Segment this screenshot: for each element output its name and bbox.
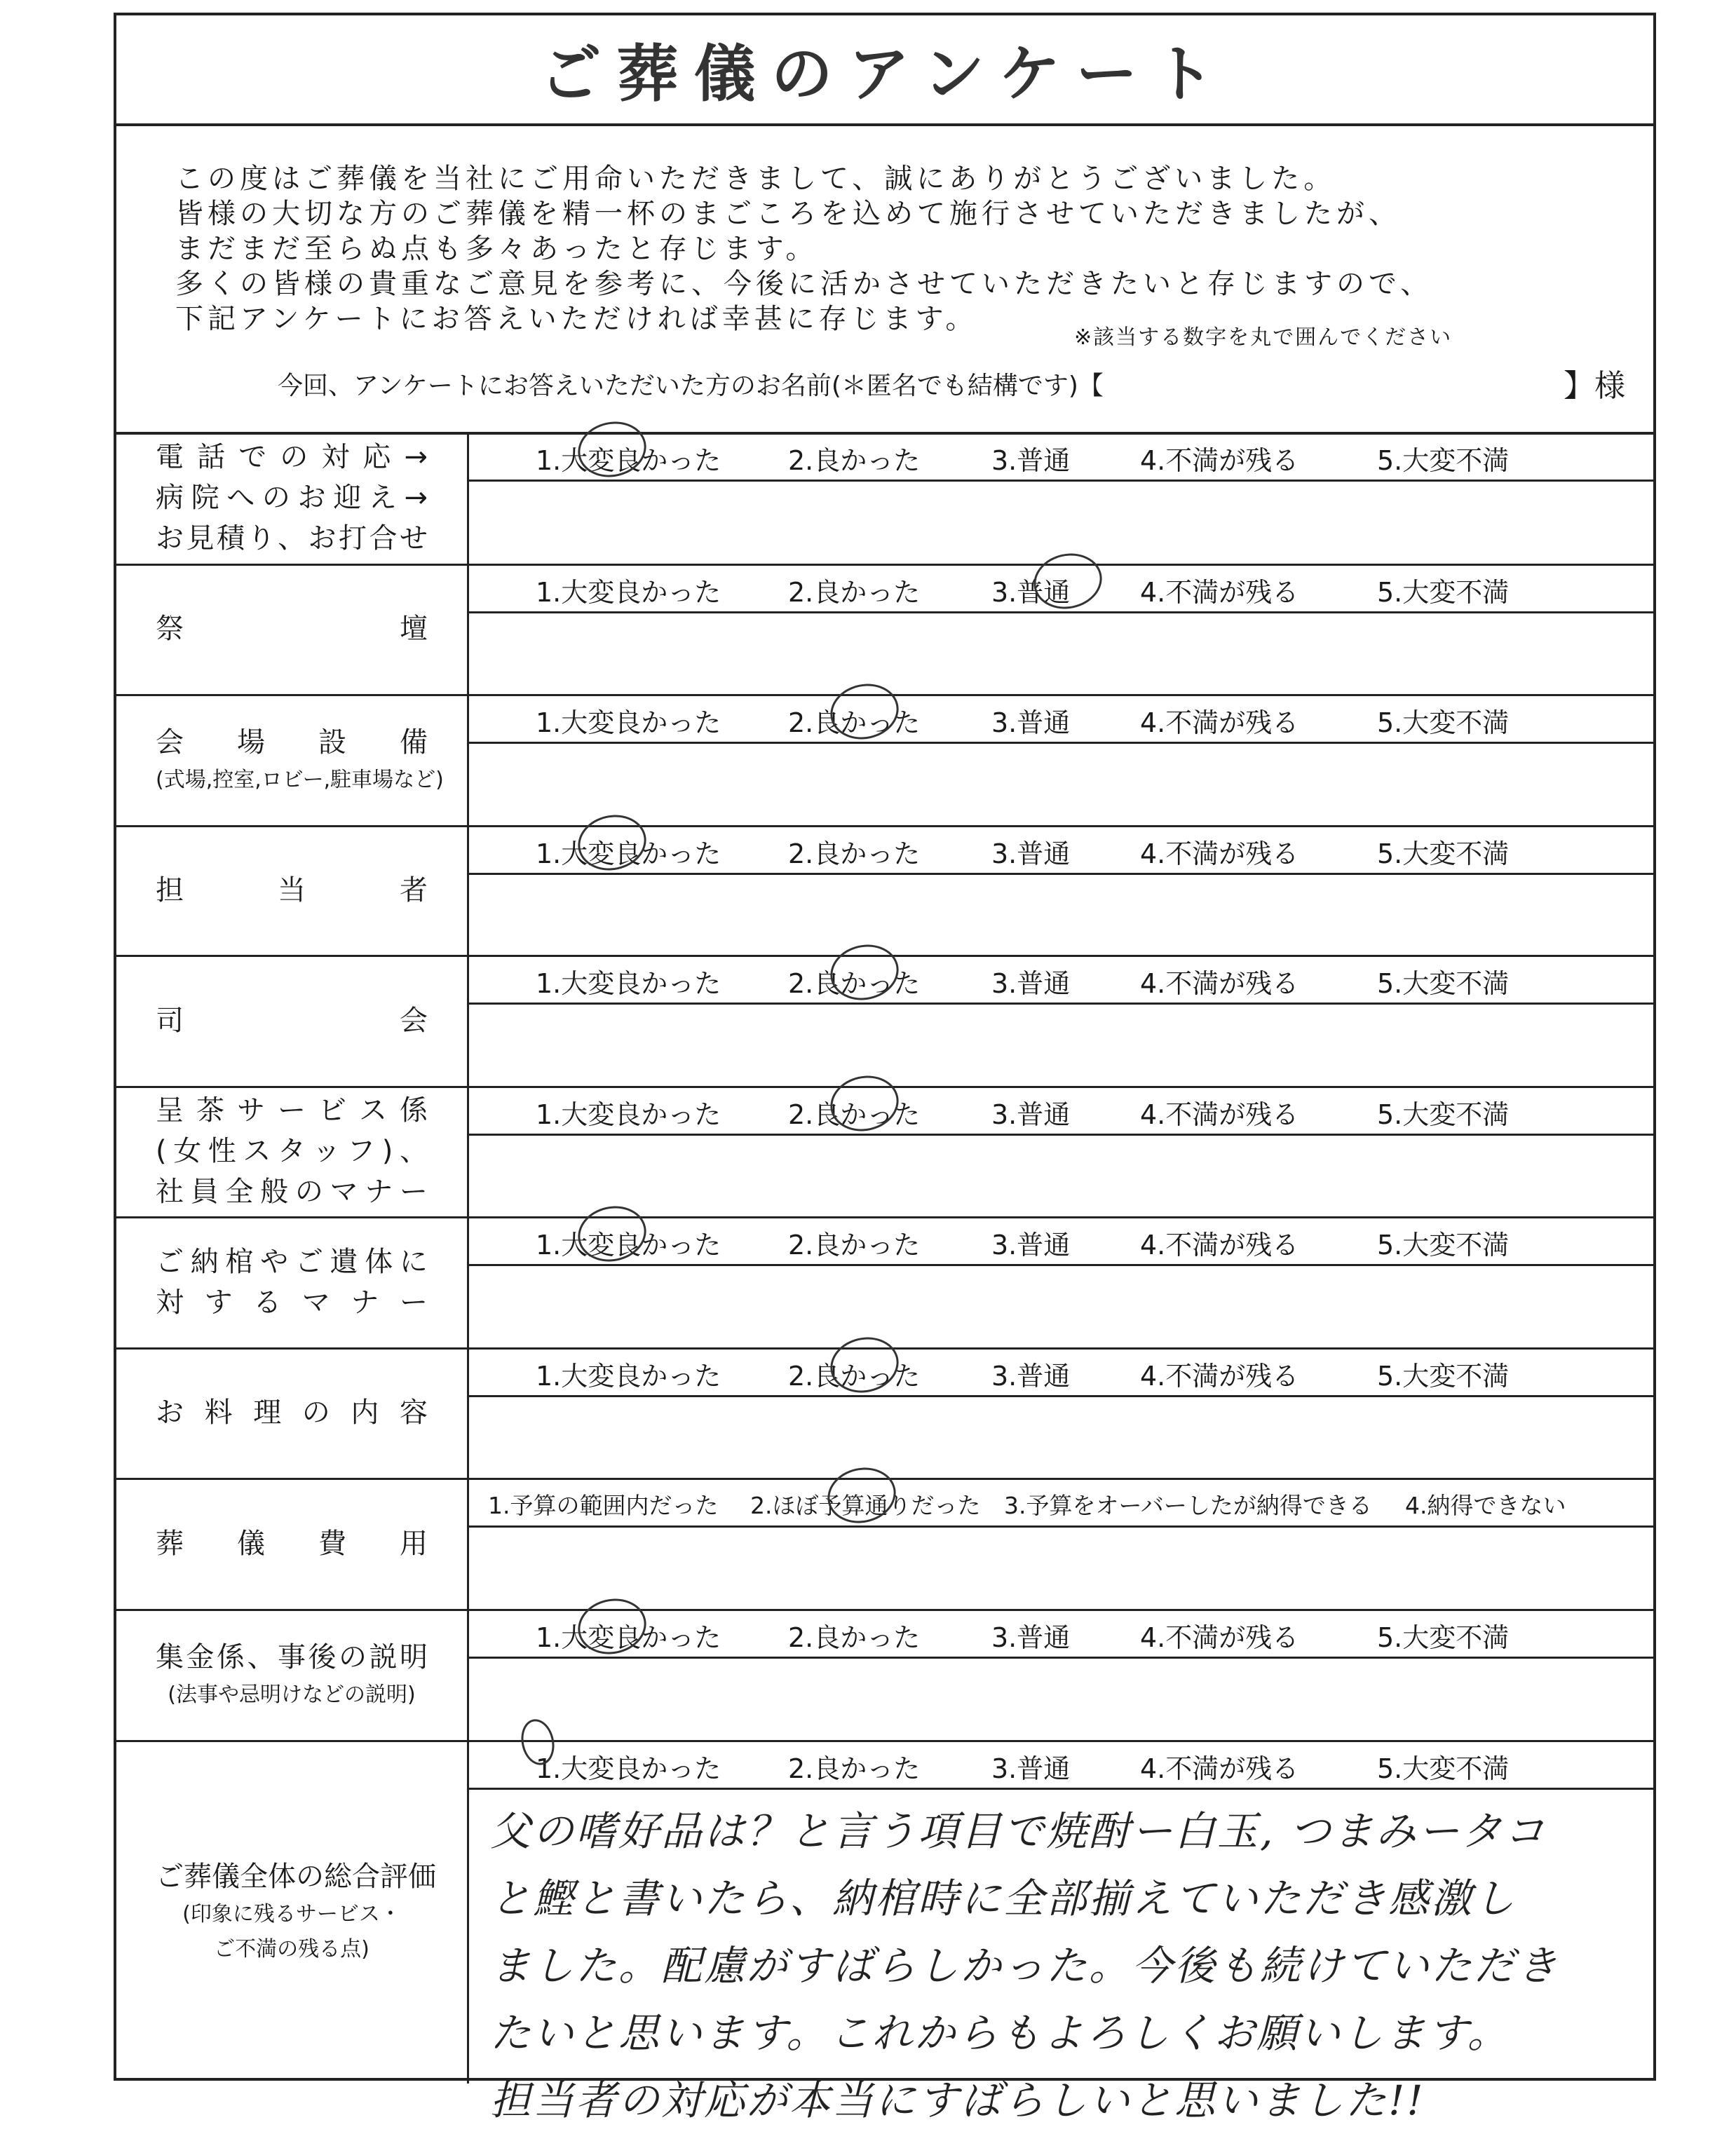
question-label-cell: [116, 1478, 469, 1609]
rating-option-2[interactable]: 2.良かった: [788, 1099, 921, 1130]
rating-option-3[interactable]: 3.普通: [991, 445, 1071, 476]
rating-options: [469, 1216, 1653, 1266]
question-label-char: 係: [217, 1640, 245, 1673]
question-label-char: 迎: [333, 482, 362, 514]
question-label-char: お: [156, 522, 184, 555]
question-row: [116, 1478, 1653, 1611]
question-label-line: [156, 722, 428, 763]
question-label-char: 対: [321, 441, 350, 473]
question-label-char: 全: [225, 1176, 254, 1208]
question-label: [156, 870, 428, 911]
rating-option-1[interactable]: 1.大変良かった: [536, 1099, 721, 1130]
question-label-char: 用: [400, 1527, 428, 1560]
question-label-char: せ: [400, 522, 428, 555]
rating-option-1[interactable]: 1.大変良かった: [536, 1361, 721, 1392]
question-label-char: ご: [294, 1245, 323, 1278]
question-label-cell: [116, 564, 469, 694]
question-label-char: 担: [156, 874, 184, 906]
rating-option-3[interactable]: 3.普通: [991, 838, 1071, 869]
question-label-char: 社: [156, 1176, 184, 1208]
question-label-char: ): [381, 1135, 393, 1167]
title-box: [116, 15, 1653, 126]
question-label-line: [156, 437, 428, 477]
rating-option-1[interactable]: 1.大変良かった: [536, 577, 721, 608]
question-label-line: (印象に残るサービス・: [182, 1902, 401, 1926]
question-label-char: に: [399, 1245, 428, 1278]
rating-option-3[interactable]: 3.予算をオーバーしたが納得できる: [1004, 1492, 1372, 1519]
rating-option-1[interactable]: 1.大変良かった: [536, 707, 721, 738]
question-label-char: 員: [190, 1176, 219, 1208]
question-label-char: 、: [278, 522, 306, 555]
question-label: [156, 1392, 428, 1433]
question-label-char: 呈: [156, 1094, 184, 1127]
question-label-char: で: [238, 441, 267, 473]
question-label-char: え: [368, 482, 397, 514]
question-label-char: 見: [186, 522, 215, 555]
rating-option-4[interactable]: 4.不満が残る: [1140, 1099, 1299, 1130]
question-label-line: [156, 1090, 428, 1131]
question-row: [116, 564, 1653, 696]
question-label: [156, 1523, 428, 1564]
rating-option-4[interactable]: 4.不満が残る: [1140, 1753, 1299, 1784]
handwritten-comment-line: 父の嗜好品は？と言う項目で焼酎ー白玉, つまみータコ: [490, 1807, 1547, 1855]
question-label-char: 性: [208, 1135, 236, 1167]
question-label-char: り: [247, 522, 276, 555]
question-label-char: 般: [260, 1176, 289, 1208]
rating-option-4[interactable]: 4.不満が残る: [1140, 707, 1299, 738]
rating-option-5[interactable]: 5.大変不満: [1377, 1099, 1510, 1130]
question-label-char: る: [253, 1286, 282, 1319]
question-label-char: 容: [399, 1396, 428, 1429]
question-label: [156, 1242, 428, 1323]
question-label-char: 場: [237, 726, 265, 759]
question-row: [116, 1740, 1653, 2124]
question-label-cell: [116, 1740, 469, 2084]
question-label-cell: [116, 1347, 469, 1478]
rating-option-1[interactable]: 1.大変良かった: [536, 838, 721, 869]
question-label-char: 当: [278, 874, 306, 906]
rating-option-5[interactable]: 5.大変不満: [1377, 968, 1510, 999]
rating-option-5[interactable]: 5.大変不満: [1377, 707, 1510, 738]
intro-line: 多くの皆様の貴重なご意見を参考に、今後に活かさせていただきたいと存じますので、: [175, 268, 1433, 300]
question-label-cell: [116, 1216, 469, 1347]
question-label-char: の: [280, 441, 308, 473]
question-label-char: 後: [308, 1640, 337, 1673]
intro-line: 下記アンケートにお答えいただければ幸甚に存じます。: [175, 303, 978, 335]
question-label-line: (法事や忌明けなどの説明): [168, 1682, 416, 1707]
rating-option-2[interactable]: 2.良かった: [788, 1622, 921, 1653]
question-label-char: お: [156, 1396, 184, 1429]
question-label: [156, 609, 428, 649]
rating-option-3[interactable]: 3.普通: [991, 577, 1071, 608]
rating-option-4[interactable]: 4.不満が残る: [1140, 1230, 1299, 1260]
rating-options: [469, 1740, 1653, 1790]
handwritten-comment-line: たいと思います。これからもよろしくお願いします。: [490, 2009, 1510, 2057]
rating-option-3[interactable]: 3.普通: [991, 1099, 1071, 1130]
question-label-char: 体: [365, 1245, 393, 1278]
question-label-char: ビ: [318, 1094, 346, 1127]
question-label-char: →: [404, 441, 428, 473]
question-label: [156, 437, 428, 559]
name-field-suffix: 】様: [1564, 368, 1625, 404]
rating-option-1[interactable]: 1.予算の範囲内だった: [488, 1492, 719, 1519]
question-label-char: 遺: [330, 1245, 358, 1278]
question-label-char: の: [294, 1176, 323, 1208]
question-label-line: [156, 477, 428, 518]
rating-options: [469, 1086, 1653, 1136]
question-label-char: 積: [217, 522, 245, 555]
question-label-line: [156, 1131, 428, 1171]
question-label-char: 理: [253, 1396, 282, 1429]
rating-option-2[interactable]: 2.良かった: [788, 1230, 921, 1260]
question-label-char: 葬: [156, 1527, 184, 1560]
rating-option-4[interactable]: 4.不満が残る: [1140, 445, 1299, 476]
rating-option-3[interactable]: 3.普通: [991, 1622, 1071, 1653]
question-label-char: 内: [351, 1396, 379, 1429]
question-label-line: [156, 518, 428, 559]
rating-option-5[interactable]: 5.大変不満: [1377, 445, 1510, 476]
question-label-char: 設: [318, 726, 346, 759]
rating-option-4[interactable]: 4.不満が残る: [1140, 968, 1299, 999]
question-label-line: [156, 609, 428, 649]
question-label-char: 応: [362, 441, 391, 473]
question-label-cell: [116, 432, 469, 564]
intro-text: [175, 161, 1432, 337]
rating-option-5[interactable]: 5.大変不満: [1377, 1753, 1510, 1784]
instruction-note: ※該当する数字を丸で囲んでください: [1074, 325, 1453, 350]
rating-option-2[interactable]: 2.良かった: [788, 445, 921, 476]
question-label-cell: [116, 955, 469, 1086]
rating-option-3[interactable]: 3.普通: [991, 707, 1071, 738]
rating-option-4[interactable]: 4.不満が残る: [1140, 1622, 1299, 1653]
question-row: [116, 1609, 1653, 1742]
rating-options: [469, 432, 1653, 482]
name-field-label: 今回、アンケートにお答えいただいた方のお名前(＊匿名でも結構です)【: [278, 372, 1104, 400]
question-label: [156, 1637, 428, 1713]
handwritten-comment-line: ました。配慮がすばらしかった。今後も続けていただき: [490, 1942, 1560, 1990]
question-label-char: 電: [156, 441, 184, 473]
rating-option-5[interactable]: 5.大変不満: [1377, 1230, 1510, 1260]
rating-option-3[interactable]: 3.普通: [991, 1361, 1071, 1392]
rating-option-1[interactable]: 1.大変良かった: [536, 1622, 721, 1653]
rating-option-2[interactable]: 2.良かった: [788, 1753, 921, 1784]
question-label-char: 司: [156, 1004, 184, 1037]
question-label-cell: [116, 825, 469, 955]
question-label-char: の: [339, 1640, 367, 1673]
question-label-char: ナ: [351, 1286, 379, 1319]
question-label-char: 儀: [237, 1527, 265, 1560]
rating-option-5[interactable]: 5.大変不満: [1377, 1622, 1510, 1653]
page-title: ご葬儀のアンケート: [539, 38, 1230, 110]
question-label-char: ご: [156, 1245, 184, 1278]
question-label-line: [156, 1171, 428, 1212]
question-row: [116, 1347, 1653, 1480]
question-label-char: ス: [243, 1135, 271, 1167]
question-label-char: タ: [277, 1135, 306, 1167]
rating-option-1[interactable]: 1.大変良かった: [536, 445, 721, 476]
question-label-char: 壇: [400, 613, 428, 645]
question-row: [116, 825, 1653, 957]
rating-option-1[interactable]: 1.大変良かった: [536, 968, 721, 999]
intro-line: 皆様の大切な方のご葬儀を精一杯のまごころを込めて施行させていただきましたが、: [175, 198, 1401, 230]
question-label-char: 金: [186, 1640, 215, 1673]
rating-option-3[interactable]: 3.普通: [991, 1230, 1071, 1260]
question-label-char: 備: [400, 726, 428, 759]
handwritten-comment-line: と鰹と書いたら、納棺時に全部揃えていただき感激し: [490, 1875, 1517, 1922]
question-label-char: 費: [318, 1527, 346, 1560]
question-label-char: 係: [400, 1094, 428, 1127]
question-label-char: ナ: [365, 1176, 393, 1208]
question-label-char: 院: [191, 482, 219, 514]
rating-options: [469, 825, 1653, 875]
question-label-char: 明: [400, 1640, 428, 1673]
question-label-char: 棺: [225, 1245, 254, 1278]
question-label-char: 納: [190, 1245, 219, 1278]
rating-options: [469, 1478, 1653, 1528]
question-row: [116, 1086, 1653, 1218]
question-label-char: 祭: [156, 613, 184, 645]
rating-option-2[interactable]: 2.良かった: [788, 968, 921, 999]
rating-option-2[interactable]: 2.良かった: [788, 838, 921, 869]
question-label-char: や: [260, 1245, 289, 1278]
question-label-char: 、: [247, 1640, 276, 1673]
question-label-char: 説: [369, 1640, 398, 1673]
question-label-char: 会: [156, 726, 184, 759]
question-label-cell: [116, 1086, 469, 1216]
rating-options: [469, 955, 1653, 1005]
rating-option-4[interactable]: 4.納得できない: [1405, 1492, 1566, 1519]
question-label: [156, 1000, 428, 1041]
question-label-char: ス: [359, 1094, 387, 1127]
question-label-char: ー: [399, 1176, 428, 1208]
question-label-char: お: [308, 522, 337, 555]
question-label-char: 事: [278, 1640, 306, 1673]
rating-options: [469, 1347, 1653, 1397]
rating-option-3[interactable]: 3.普通: [991, 1753, 1071, 1784]
question-label-char: ー: [278, 1094, 306, 1127]
question-label-cell: [116, 1609, 469, 1740]
rating-option-1[interactable]: 1.大変良かった: [536, 1753, 721, 1784]
question-label-char: マ: [330, 1176, 358, 1208]
rating-options: [469, 694, 1653, 744]
question-label-char: 茶: [196, 1094, 224, 1127]
intro-line: まだまだ至らぬ点も多々あったと存じます。: [175, 233, 818, 265]
rating-option-5[interactable]: 5.大変不満: [1377, 838, 1510, 869]
question-label-char: す: [204, 1286, 233, 1319]
question-label-char: 打: [339, 522, 367, 555]
question-label-char: 病: [156, 482, 184, 514]
rating-option-2[interactable]: 2.ほぼ予算通りだった: [750, 1492, 981, 1519]
question-label-char: 、: [399, 1135, 428, 1167]
rating-options: [469, 564, 1653, 613]
question-label-line: ご葬儀全体の総合評価: [156, 1861, 436, 1893]
question-label-line: ご不満の残る点): [214, 1937, 369, 1962]
handwritten-comment-line: 担当者の対応が本当にすばらしいと思いました!!: [490, 2077, 1425, 2124]
intro-section: [116, 123, 1653, 435]
rating-option-5[interactable]: 5.大変不満: [1377, 577, 1510, 608]
question-label-char: 会: [400, 1004, 428, 1037]
question-label-char: へ: [226, 482, 255, 514]
rating-option-2[interactable]: 2.良かった: [788, 707, 921, 738]
question-label-char: 者: [400, 874, 428, 906]
question-label-line: [156, 1000, 428, 1041]
question-label-line: [156, 1523, 428, 1564]
question-row: [116, 955, 1653, 1088]
question-label-char: 対: [156, 1286, 184, 1319]
question-label-char: 女: [173, 1135, 202, 1167]
question-label-char: ッ: [312, 1135, 341, 1167]
question-label-char: サ: [237, 1094, 265, 1127]
question-label-char: の: [262, 482, 290, 514]
question-label-char: マ: [301, 1286, 330, 1319]
question-label: [156, 1090, 428, 1212]
intro-line: この度はご葬儀を当社にご用命いただきまして、誠にありがとうございました。: [175, 163, 1336, 195]
question-label-char: フ: [347, 1135, 376, 1167]
rating-option-3[interactable]: 3.普通: [991, 968, 1071, 999]
question-label-char: (: [156, 1135, 167, 1167]
question-label-char: お: [297, 482, 326, 514]
rating-option-4[interactable]: 4.不満が残る: [1140, 838, 1299, 869]
question-label-line: [156, 1242, 428, 1282]
question-label-line: [156, 1282, 428, 1323]
question-label-char: ー: [399, 1286, 428, 1319]
rating-option-4[interactable]: 4.不満が残る: [1140, 577, 1299, 608]
survey-sheet: [114, 13, 1656, 2124]
rating-options: [469, 1609, 1653, 1659]
question-label: [156, 1856, 436, 1967]
question-label-line: (式場,控室,ロビー,駐車場など): [156, 767, 444, 792]
question-label-char: 料: [204, 1396, 233, 1429]
question-label-cell: [116, 694, 469, 825]
question-row: [116, 432, 1653, 566]
question-label-char: 話: [197, 441, 226, 473]
question-label-line: [156, 1392, 428, 1433]
rating-option-2[interactable]: 2.良かった: [788, 1361, 921, 1392]
overall-comment: [469, 1788, 1653, 2124]
question-label: [156, 722, 444, 798]
question-row: [116, 694, 1653, 827]
question-label-line: [156, 870, 428, 911]
rating-option-4[interactable]: 4.不満が残る: [1140, 1361, 1299, 1392]
rating-option-5[interactable]: 5.大変不満: [1377, 1361, 1510, 1392]
question-label-char: 合: [369, 522, 398, 555]
rating-option-2[interactable]: 2.良かった: [788, 577, 921, 608]
question-label-line: [156, 1637, 428, 1678]
question-label-char: →: [404, 482, 428, 514]
question-label-char: 集: [156, 1640, 184, 1673]
question-label-char: の: [301, 1396, 330, 1429]
rating-option-1[interactable]: 1.大変良かった: [536, 1230, 721, 1260]
question-row: [116, 1216, 1653, 1350]
